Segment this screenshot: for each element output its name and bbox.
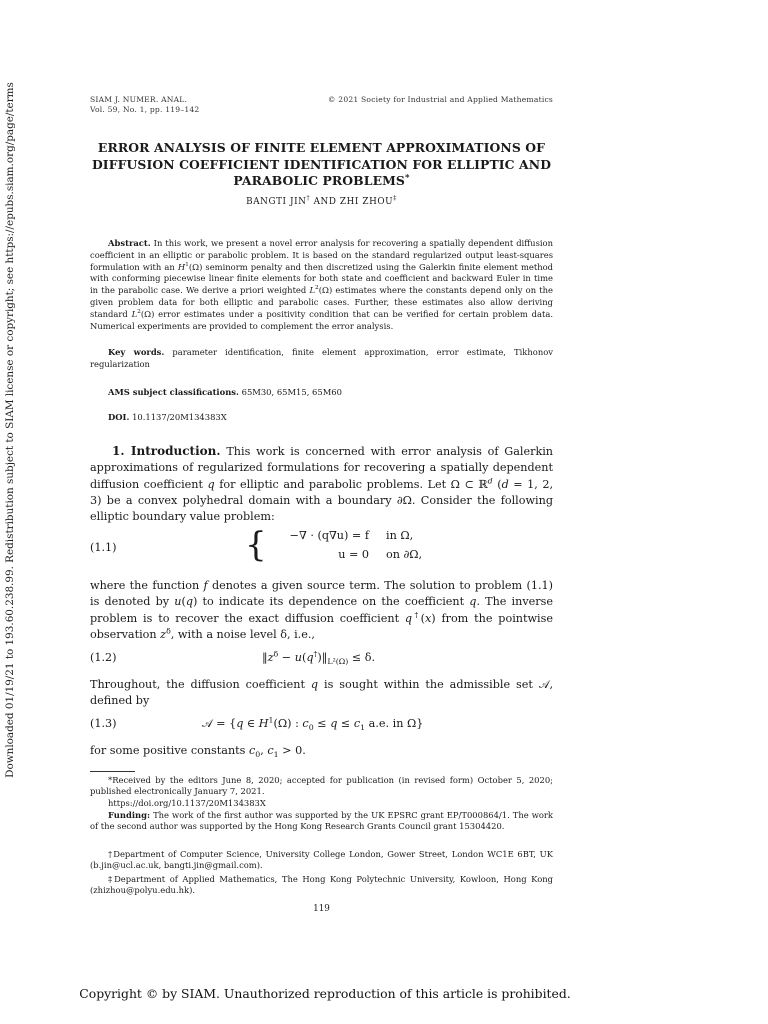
ams-classification xyxy=(108,387,553,399)
keywords xyxy=(90,347,553,371)
journal-info xyxy=(90,95,199,114)
equation-1-1 xyxy=(90,525,553,569)
doi xyxy=(108,412,553,424)
ams-label: AMS subject classifications. xyxy=(108,387,239,397)
author-2: ZHI ZHOU xyxy=(339,197,394,207)
equation-row2-lhs: u = 0 xyxy=(338,548,369,561)
equation-body: 𝒜 = {q ∈ $H^1(\Omega)$ : $c_0 \le q \le c_1$ a.e. in Ω} xyxy=(202,715,424,733)
doi-value: 10.1137/20M134383X xyxy=(132,412,227,422)
footnote-affiliation-2: ‡Department of Applied Mathematics, The Hong Kong Polytechnic University, Kowloon, Hong Kong (zhizhou@polyu.edu.hk). xyxy=(90,874,553,896)
title-line-2: DIFFUSION COEFFICIENT IDENTIFICATION FOR ELLIPTIC AND xyxy=(91,156,552,172)
footnote-affiliation-1: †Department of Computer Science, University College London, Gower Street, London WC1E 6BT, UK (b.jin@ucl.ac.uk, bangti.jin@gmail.com). xyxy=(90,849,553,871)
section-heading: 1. Introduction. xyxy=(112,444,221,458)
journal-volume: Vol. 59, No. 1, pp. 119–142 xyxy=(90,104,200,114)
title-line-1: ERROR ANALYSIS OF FINITE ELEMENT APPROXIMATIONS OF xyxy=(97,140,546,155)
ams-codes: 65M30, 65M15, 65M60 xyxy=(241,387,342,397)
author-1: BANGTI JIN xyxy=(246,197,307,207)
author-list: BANGTI JIN† AND ZHI ZHOU‡ xyxy=(246,195,397,207)
journal-copyright: © 2021 Society for Industrial and Applied Mathematics xyxy=(327,95,553,104)
abstract: Abstract. In this work, we present a novel error analysis for recovering a spatially dependent diffusion coefficient in an elliptic or parabolic problem. It is based on the standard regularized output least-squares formulation with an $H^1(\Omega)$ seminorm penalty and then discretized using the Galerkin finite element method with conforming piecewise linear finite elements for both state and coefficient and backward Euler in time in the parabolic case. We derive a priori weighted $L^2(\Omega)$ estimates where the constants depend only on the given problem data for both elliptic and parabolic cases. Further, these estimates also allow deriving standard $L^2(\Omega)$ error estimates under a positivity condition that can be verified for certain problem data. Numerical experiments are provided to complement the error analysis. xyxy=(90,238,553,331)
brace-glyph: { xyxy=(245,525,267,565)
paragraph-4: for some positive constants $c_0$, $c_1 > 0$. xyxy=(90,744,306,760)
paragraph-2: where the function f denotes a given source term. The solution to problem (1.1) is denoted by u(q) to indicate its dependence on the coefficient q. The inverse problem is to recover the exact diffusion coefficient q†(x) from the pointwise observation $z^\delta$, with a noise level δ, i.e., xyxy=(90,579,553,641)
equation-number: (1.3) xyxy=(90,717,117,730)
journal-name: SIAM J. NUMER. ANAL. xyxy=(90,95,188,104)
funding-label: Funding: xyxy=(108,810,151,820)
abstract-label: Abstract. xyxy=(108,238,151,248)
title-line-3: PARABOLIC PROBLEMS* xyxy=(233,172,410,188)
page-number: 119 xyxy=(313,904,330,914)
bottom-copyright: Copyright © by SIAM. Unauthorized reproduction of this article is prohibited. xyxy=(79,986,571,1001)
equation-row2-rhs: on ∂Ω, xyxy=(386,548,423,561)
keywords-text: parameter identification, finite element approximation, error estimate, Tikhonov regularization xyxy=(90,347,553,369)
equation-number: (1.1) xyxy=(90,541,117,554)
footnote-doi[interactable]: https://doi.org/10.1137/20M134383X xyxy=(108,798,266,808)
equation-row1-lhs: −∇ · (q∇u) = f xyxy=(289,529,369,542)
footnote-received: *Received by the editors June 8, 2020; accepted for publication (in revised form) October 5, 2020; published electronically January 7, 2021. xyxy=(90,775,553,797)
keywords-label: Key words. xyxy=(108,347,165,357)
equation-body: $‖z^\delta$ − $u(q^\dagger)‖_{L^2(\Omega)} \le \delta$. xyxy=(262,649,376,667)
paper-title xyxy=(90,140,553,190)
intro-paragraph: 1. Introduction. This work is concerned with error analysis of Galerkin approximations of regularized formulations for recovering a spatially dependent diffusion coefficient q for elliptic and parabolic problems. Let Ω ⊂ ℝ$^d$ (d = 1, 2, 3) be a convex polyhedral domain with a boundary ∂Ω. Consider the following elliptic boundary value problem: xyxy=(90,444,554,524)
download-notice-text: Downloaded 01/19/21 to 193.60.238.99. Redistribution subject to SIAM license or copyright; see https://epubs.siam.org/page/terms xyxy=(4,82,16,778)
download-notice xyxy=(1,0,19,860)
author-and: AND xyxy=(313,197,337,207)
paragraph-3: Throughout, the diffusion coefficient q is sought within the admissible set 𝒜, defined by xyxy=(90,678,554,708)
footnote-funding: Funding: The work of the first author was supported by the UK EPSRC grant EP/T000864/1. The work of the second author was supported by the Hong Kong Research Grants Council grant 15304420. xyxy=(90,810,553,832)
equation-number: (1.2) xyxy=(90,651,117,664)
equation-row1-rhs: in Ω, xyxy=(386,529,414,542)
footnote-rule xyxy=(90,771,135,772)
doi-label: DOI. xyxy=(108,412,130,422)
title-footnote-mark: * xyxy=(404,172,410,183)
